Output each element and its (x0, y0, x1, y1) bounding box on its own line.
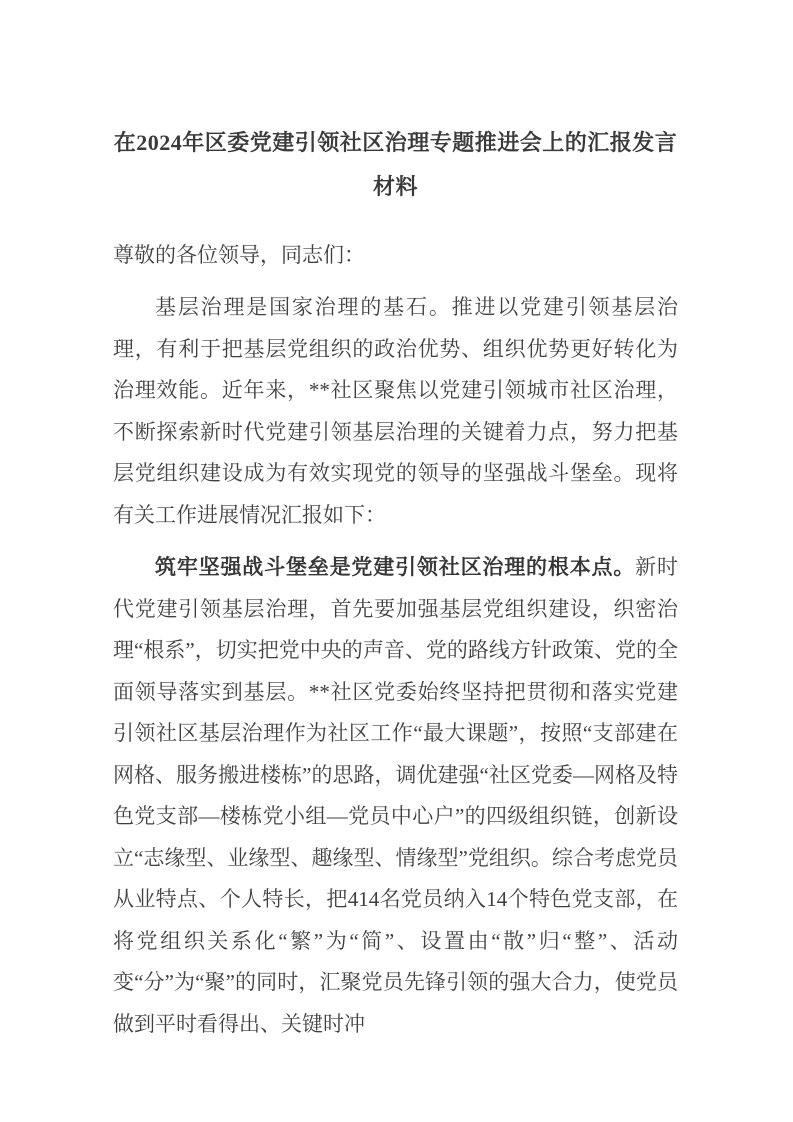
paragraph-text: 新时代党建引领基层治理，首先要加强基层党组织建设，织密治理“根系”，切实把党中央的声音、党的路线方针政策、党的全面领导落实到基层。**社区党委始终坚持把贯彻和落实党建引领社区基层治理作为社区工作“最大课题”，按照“支部建在网格、服务搬进楼栋”的思路，调优建强“社区党委—网格及特色党支部—楼栋党小组—党员中心户”的四级组织链，创新设立“志缘型、业缘型、趣缘型、情缘型”党组织。综合考虑党员从业特点、个人特长，把414名党员纳入14个特色党支部，在将党组织关系化“繁”为“简”、设置由“散”归“整”、活动变“分”为“聚”的同时，汇聚党员先锋引领的强大合力，使党员做到平时看得出、关键时冲 (113, 555, 678, 1036)
paragraph (113, 287, 678, 536)
paragraph-lead-bold: 筑牢坚强战斗堡垒是党建引领社区治理的根本点。 (155, 555, 636, 579)
paragraph-text: 基层治理是国家治理的基石。推进以党建引领基层治理，有利于把基层党组织的政治优势、组织优势更好转化为治理效能。近年来，**社区聚焦以党建引领城市社区治理，不断探索新时代党建引领基层治理的关键着力点，努力把基层党组织建设成为有效实现党的领导的坚强战斗堡垒。现将有关工作进展情况汇报如下： (113, 295, 678, 527)
greeting-line: 尊敬的各位领导，同志们： (113, 243, 365, 267)
document-title: 在2024年区委党建引领社区治理专题推进会上的汇报发言材料 (113, 130, 678, 199)
paragraph (113, 547, 678, 1045)
